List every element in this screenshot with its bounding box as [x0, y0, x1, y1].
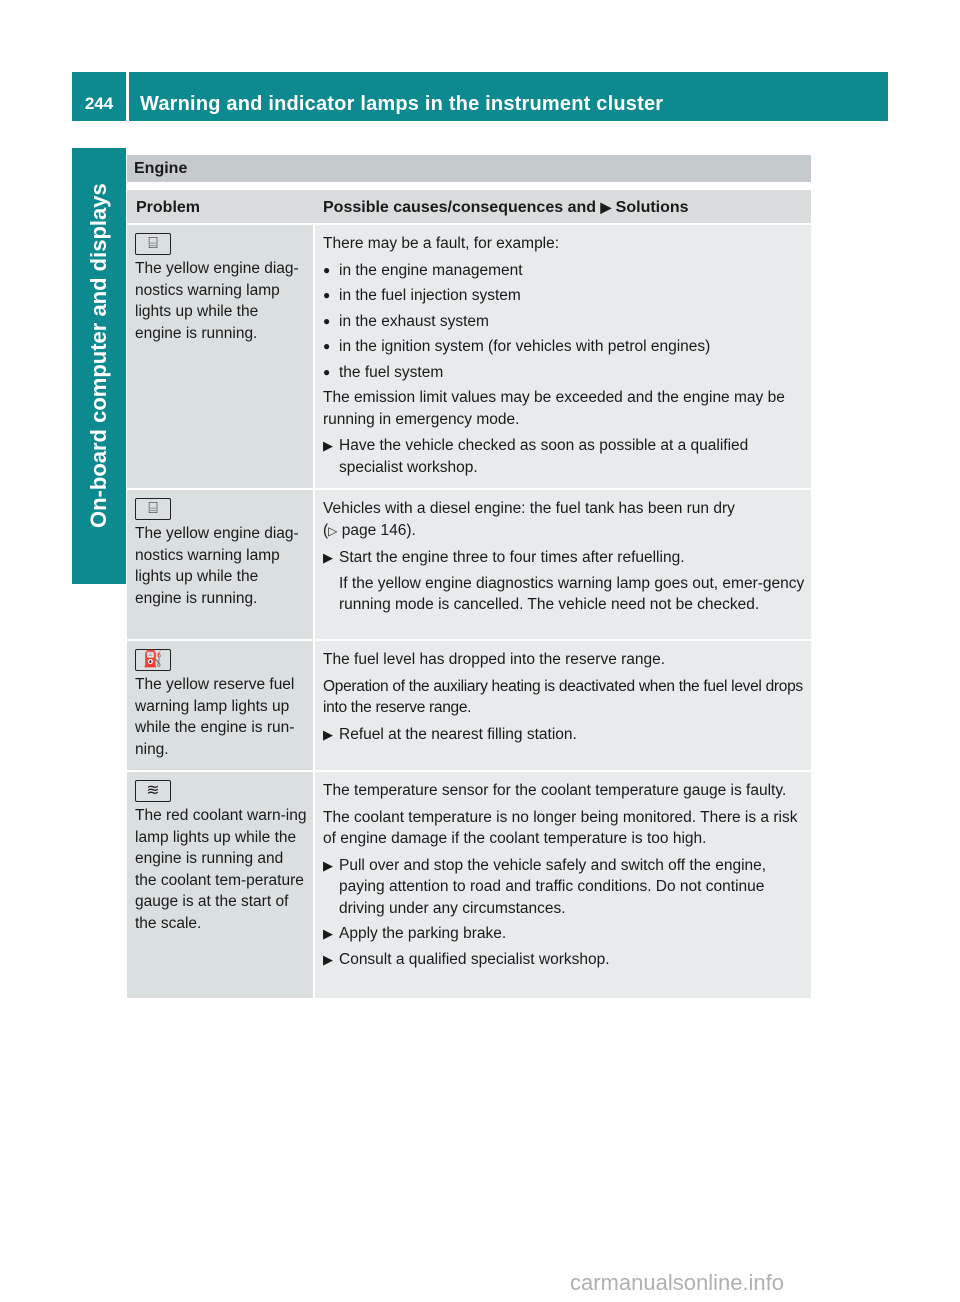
- section-header: [127, 155, 811, 182]
- problem-text: The yellow engine diag-nostics warning lamp lights up while the engine is running.: [135, 260, 299, 342]
- cause-intro: There may be a fault, for example:: [323, 235, 560, 252]
- table-row: [127, 225, 811, 490]
- cause-intro: The temperature sensor for the coolant temperature gauge is faulty.: [323, 782, 787, 799]
- step-text: Start the engine three to four times after refuelling.: [339, 549, 685, 566]
- table-row: [127, 490, 811, 641]
- cause-text: Vehicles with a diesel engine: the fuel tank has been run dry: [323, 500, 735, 517]
- cause-intro: Vehicles with a diesel engine: the fuel tank has been run dry (▷ page 146).: [323, 500, 735, 539]
- solution-step: [323, 949, 807, 971]
- solution-step: [323, 547, 807, 569]
- section-title: Engine: [134, 160, 188, 177]
- step-arrow-icon: ▶: [323, 926, 333, 941]
- problem-cell: [127, 641, 315, 770]
- bullet-icon: ●: [323, 339, 331, 353]
- consequence-text: The emission limit values may be exceeded and the engine may be running in emergency mode.: [323, 389, 785, 428]
- page-reference[interactable]: page 146).: [341, 521, 416, 539]
- solution-cell: [315, 490, 811, 639]
- warning-lamp-table: [127, 190, 811, 1000]
- step-arrow-icon: ▶: [323, 550, 333, 565]
- side-tab-label: On-board computer and displays: [86, 183, 111, 528]
- problem-cell: [127, 490, 315, 639]
- step-text: Pull over and stop the vehicle safely and switch off the engine, paying attention to road and traffic conditions. Do not continue driving under any circumstances.: [339, 856, 767, 917]
- engine-icon: ⌸: [135, 498, 171, 520]
- solution-step: [323, 923, 807, 945]
- solution-cell: [315, 772, 811, 998]
- list-item: [323, 336, 807, 358]
- list-item: [323, 311, 807, 333]
- solution-cell: [315, 225, 811, 488]
- list-item: [323, 260, 807, 282]
- step-text: Have the vehicle checked as soon as possible at a qualified specialist workshop.: [339, 437, 749, 476]
- solution-step: [323, 724, 807, 746]
- column-header-solutions: [315, 190, 811, 223]
- consequence-text: The coolant temperature is no longer being monitored. There is a risk of engine damage if the coolant temperature is too high.: [323, 808, 798, 847]
- list-item: [323, 285, 807, 307]
- column-header-text: Possible causes/consequences and: [323, 199, 601, 216]
- step-detail: If the yellow engine diagnostics warning lamp goes out, emer-gency running mode is cancelled. The vehicle need not be checked.: [339, 574, 805, 613]
- column-header-text-2: Solutions: [611, 199, 689, 216]
- bullet-icon: ●: [323, 364, 331, 379]
- solution-step: [323, 435, 807, 478]
- step-text: Apply the parking brake.: [339, 925, 507, 942]
- solution-step: [323, 855, 807, 920]
- fuel-pump-icon: ⛽: [135, 649, 171, 671]
- bullet-icon: ●: [323, 262, 331, 277]
- list-item-text: in the ignition system (for vehicles with petrol engines): [339, 338, 711, 355]
- table-row: [127, 641, 811, 772]
- step-arrow-icon: ▶: [323, 857, 333, 873]
- bullet-icon: ●: [323, 288, 331, 302]
- bullet-icon: ●: [323, 313, 331, 328]
- step-arrow-icon: ▶: [323, 951, 333, 967]
- step-text: Consult a qualified specialist workshop.: [339, 950, 610, 968]
- page-number: 244: [84, 94, 114, 113]
- table-header: [127, 190, 811, 225]
- solution-arrow-icon: ▶: [600, 199, 612, 215]
- step-text: Refuel at the nearest filling station.: [339, 725, 577, 743]
- problem-text: The yellow engine diag-nostics warning lamp lights up while the engine is running.: [135, 525, 299, 607]
- list-item-text: in the exhaust system: [339, 312, 489, 330]
- problem-cell: [127, 772, 315, 998]
- solution-cell: [315, 641, 811, 770]
- problem-text: The yellow reserve fuel warning lamp lights up while the engine is run-ning.: [135, 676, 295, 758]
- coolant-temperature-icon: ≋: [135, 780, 171, 802]
- step-arrow-icon: ▶: [323, 726, 333, 742]
- engine-icon: ⌸: [135, 233, 171, 255]
- header-divider: [126, 72, 129, 121]
- watermark: carmanualsonline.info: [570, 1270, 785, 1295]
- page-title: Warning and indicator lamps in the instrument cluster: [140, 93, 664, 115]
- problem-cell: [127, 225, 315, 488]
- column-header-problem: Problem: [136, 199, 201, 216]
- list-item: [323, 362, 807, 384]
- page-reference-icon: ▷: [328, 523, 338, 538]
- table-row: [127, 772, 811, 1000]
- list-item-text: in the engine management: [339, 261, 523, 279]
- cause-intro: The fuel level has dropped into the reserve range.: [323, 651, 666, 668]
- list-item-text: the fuel system: [339, 363, 444, 381]
- step-arrow-icon: ▶: [323, 438, 333, 453]
- consequence-text: Operation of the auxiliary heating is deactivated when the fuel level drops into the reserve range.: [323, 677, 803, 716]
- problem-text: The red coolant warn-ing lamp lights up while the engine is running and the coolant tem-perature gauge is at the start of the scale.: [135, 807, 307, 932]
- list-item-text: in the fuel injection system: [339, 287, 521, 304]
